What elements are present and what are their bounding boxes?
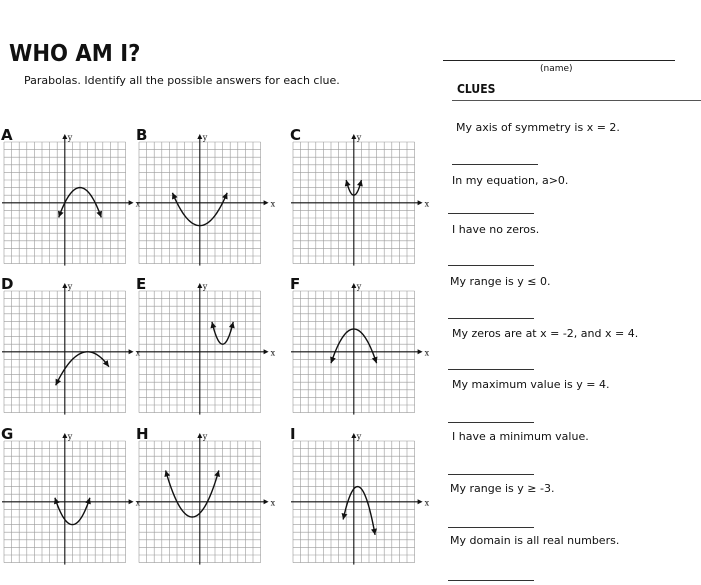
clue-text: My zeros are at x = -2, and x = 4. xyxy=(452,327,639,340)
curve-arrowhead xyxy=(371,528,377,534)
y-axis-label: y xyxy=(67,133,73,142)
curve-arrowhead xyxy=(357,180,363,187)
graph-h xyxy=(136,425,277,575)
y-axis-label: y xyxy=(356,432,362,441)
graph-letter-i: I xyxy=(290,425,296,443)
clue-text: My range is y ≤ 0. xyxy=(450,275,551,288)
x-axis-label: x xyxy=(270,498,276,508)
x-axis-label: x xyxy=(135,498,141,508)
y-axis-label: y xyxy=(356,282,362,291)
coordinate-grid xyxy=(291,280,431,425)
answer-blank[interactable] xyxy=(448,422,534,427)
answer-blank[interactable] xyxy=(448,474,534,479)
graph-a xyxy=(1,126,142,276)
clue-text: I have no zeros. xyxy=(452,223,540,236)
graph-i xyxy=(290,425,431,575)
curve-arrowhead xyxy=(345,180,351,187)
clue-text: My axis of symmetry is x = 2. xyxy=(456,121,620,134)
curve-arrowhead xyxy=(85,498,91,505)
graph-letter-d: D xyxy=(1,275,14,293)
y-axis-label: y xyxy=(202,133,208,142)
coordinate-grid xyxy=(2,280,142,425)
curve-arrowhead xyxy=(372,357,378,364)
name-label: (name) xyxy=(540,64,573,74)
clue-text: I have a minimum value. xyxy=(452,430,589,443)
x-axis-label: x xyxy=(424,199,430,209)
answer-blank[interactable] xyxy=(448,213,534,218)
graph-letter-a: A xyxy=(1,126,13,144)
graph-d xyxy=(1,275,142,425)
clue-text: My range is y ≥ -3. xyxy=(450,482,555,495)
coordinate-grid xyxy=(291,131,431,276)
worksheet-instructions: Parabolas. Identify all the possible answers for each clue. xyxy=(24,74,340,87)
graph-letter-b: B xyxy=(136,126,148,144)
parabola-curve xyxy=(343,487,375,535)
graph-letter-h: H xyxy=(136,425,149,443)
graph-c xyxy=(290,126,431,276)
graph-b xyxy=(136,126,277,276)
coordinate-grid xyxy=(137,131,277,276)
graph-letter-f: F xyxy=(290,275,301,293)
name-field-line[interactable] xyxy=(443,60,675,61)
graph-letter-e: E xyxy=(136,275,147,293)
answer-blank[interactable] xyxy=(448,527,534,532)
x-axis-label: x xyxy=(135,199,141,209)
x-axis-label: x xyxy=(135,348,141,358)
clues-divider xyxy=(452,100,701,101)
coordinate-grid xyxy=(2,131,142,276)
curve-arrowhead xyxy=(54,498,60,505)
y-axis-label: y xyxy=(202,432,208,441)
graph-letter-c: C xyxy=(290,126,302,144)
y-axis-label: y xyxy=(356,133,362,142)
answer-blank[interactable] xyxy=(452,164,538,169)
clue-text: My maximum value is y = 4. xyxy=(452,378,610,391)
coordinate-grid xyxy=(137,280,277,425)
clue-text: My domain is all real numbers. xyxy=(450,534,620,547)
y-axis-label: y xyxy=(202,282,208,291)
parabola-curve xyxy=(56,352,109,386)
curve-arrowhead xyxy=(229,322,235,329)
worksheet-title: WHO AM I? xyxy=(9,41,141,67)
curve-arrowhead xyxy=(342,513,348,520)
x-axis-label: x xyxy=(424,348,430,358)
y-axis-label: y xyxy=(67,432,73,441)
y-axis-label: y xyxy=(67,282,73,291)
coordinate-grid xyxy=(2,430,142,575)
answer-blank[interactable] xyxy=(448,318,534,323)
answer-blank[interactable] xyxy=(448,580,534,585)
graph-letter-g: G xyxy=(1,425,14,443)
clue-text: In my equation, a>0. xyxy=(452,174,569,187)
graph-g xyxy=(1,425,142,575)
x-axis-label: x xyxy=(424,498,430,508)
coordinate-grid xyxy=(291,430,431,575)
graph-f xyxy=(290,275,431,425)
curve-arrowhead xyxy=(210,322,216,329)
answer-blank[interactable] xyxy=(448,265,534,270)
curve-arrowhead xyxy=(330,357,336,364)
clues-heading: CLUES xyxy=(457,82,496,96)
x-axis-label: x xyxy=(270,199,276,209)
answer-blank[interactable] xyxy=(448,369,534,374)
x-axis-label: x xyxy=(270,348,276,358)
graph-e xyxy=(136,275,277,425)
coordinate-grid xyxy=(137,430,277,575)
